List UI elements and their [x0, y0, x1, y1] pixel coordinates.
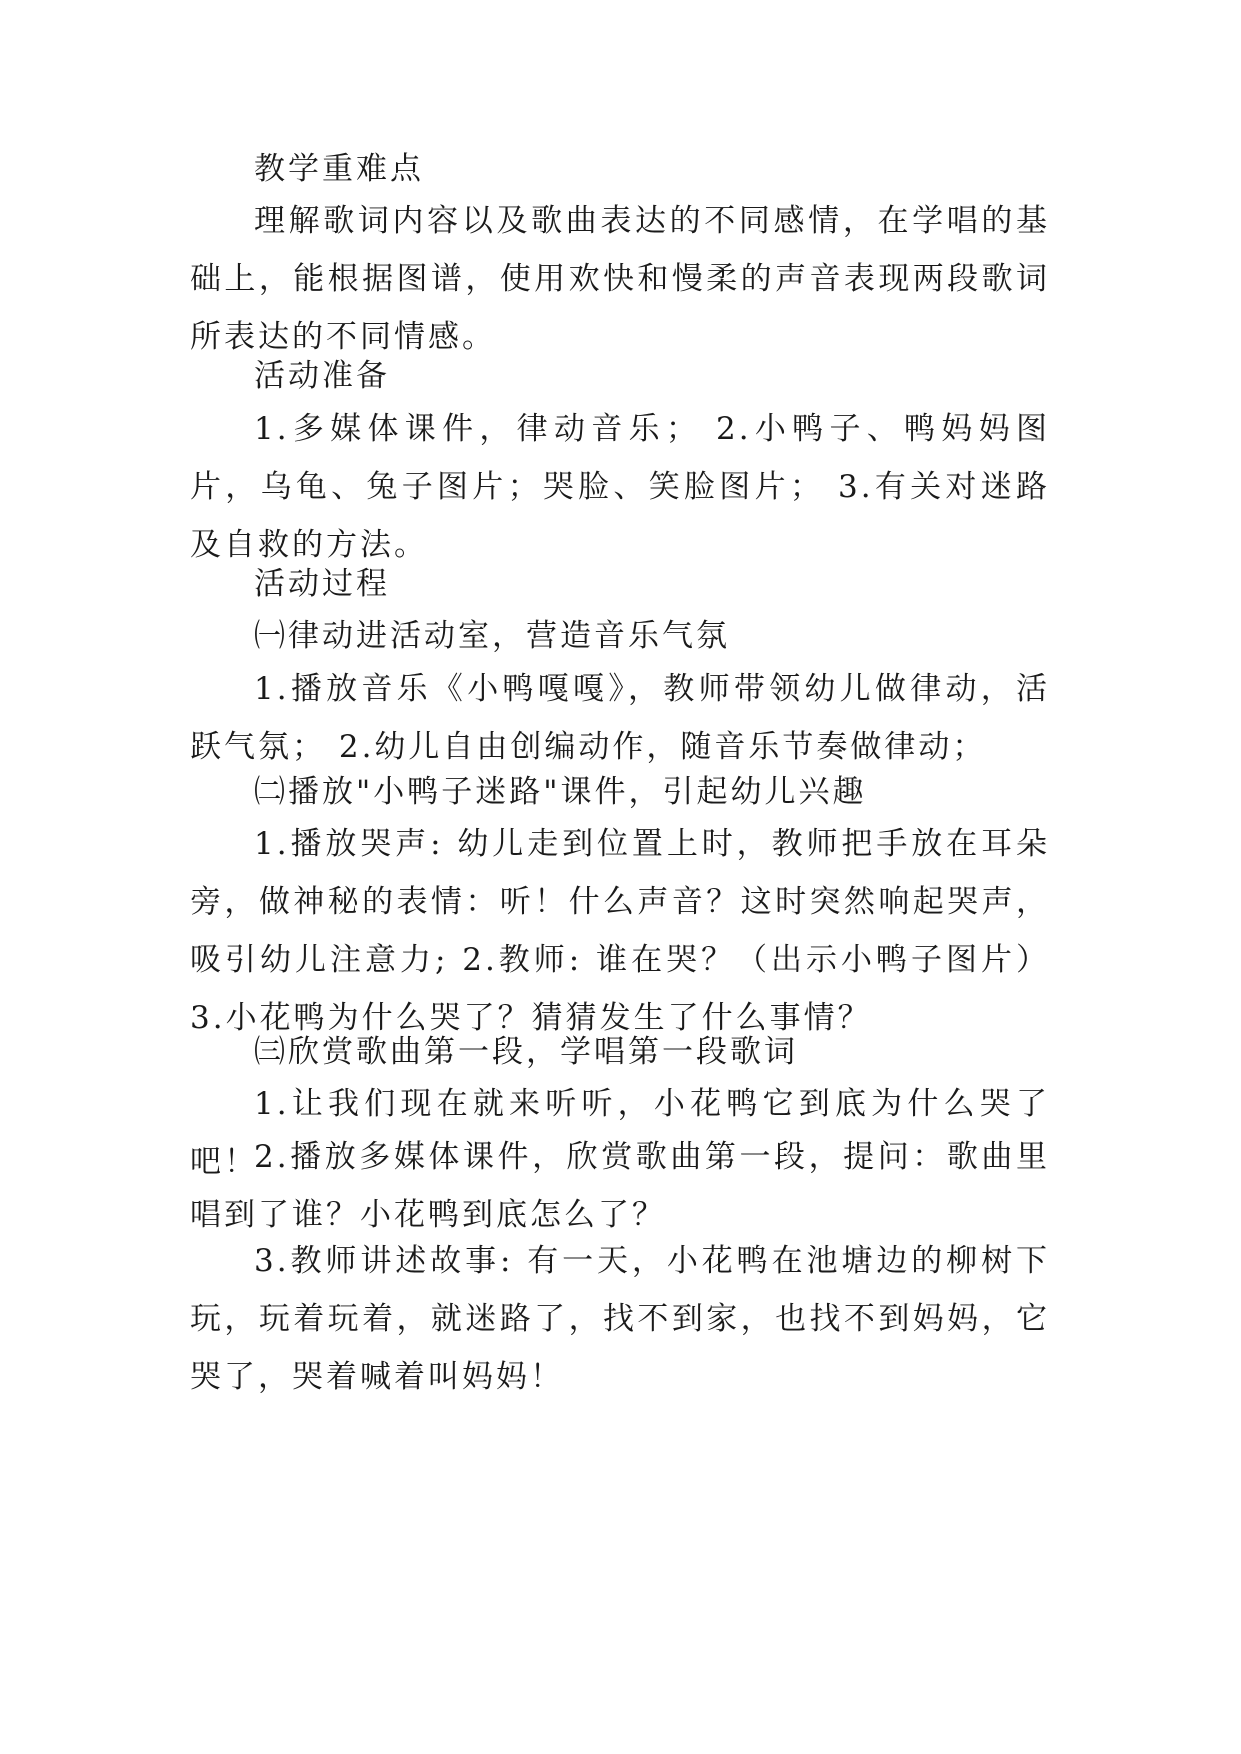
subheading-step-1: ㈠律动进活动室，营造音乐气氛: [254, 618, 730, 654]
section-heading-key-points: 教学重难点: [254, 151, 424, 187]
section-heading-preparation: 活动准备: [254, 358, 390, 394]
paragraph-step-1: 1.播放音乐《小鸭嘎嘎》，教师带领幼儿做律动，活跃气氛； 2.幼儿自由创编动作，随音乐节奏做律动；: [190, 671, 1050, 765]
paragraph-step-3-item-1: 1.让我们现在就来听听，小花鸭它到底为什么哭了吧！: [190, 1086, 1050, 1180]
paragraph-preparation: 1.多媒体课件，律动音乐； 2.小鸭子、鸭妈妈图片，乌龟、兔子图片；哭脸、笑脸图片； 3.有关对迷路及自救的方法。: [190, 411, 1050, 563]
paragraph-step-2: 1.播放哭声: 幼儿走到位置上时，教师把手放在耳朵旁，做神秘的表情：听！什么声音？这时突然响起哭声，吸引幼儿注意力; 2.教师: 谁在哭？（出示小鸭子图片） 3.小花鸭为什么哭了？猜猜发生了什么事情？: [190, 826, 1050, 1036]
subheading-step-3: ㈢欣赏歌曲第一段，学唱第一段歌词: [254, 1034, 798, 1070]
paragraph-step-3-item-3: 3.教师讲述故事: 有一天，小花鸭在池塘边的柳树下玩，玩着玩着，就迷路了，找不到家，也找不到妈妈，它哭了，哭着喊着叫妈妈！: [190, 1243, 1050, 1395]
paragraph-step-3-item-2: 2.播放多媒体课件，欣赏歌曲第一段，提问：歌曲里唱到了谁？小花鸭到底怎么了？: [190, 1139, 1050, 1233]
subheading-step-2: ㈡播放"小鸭子迷路"课件，引起幼儿兴趣: [254, 774, 867, 810]
section-heading-process: 活动过程: [254, 566, 390, 602]
paragraph-key-points: 理解歌词内容以及歌曲表达的不同感情，在学唱的基础上，能根据图谱，使用欢快和慢柔的声音表现两段歌词所表达的不同情感。: [190, 203, 1050, 355]
